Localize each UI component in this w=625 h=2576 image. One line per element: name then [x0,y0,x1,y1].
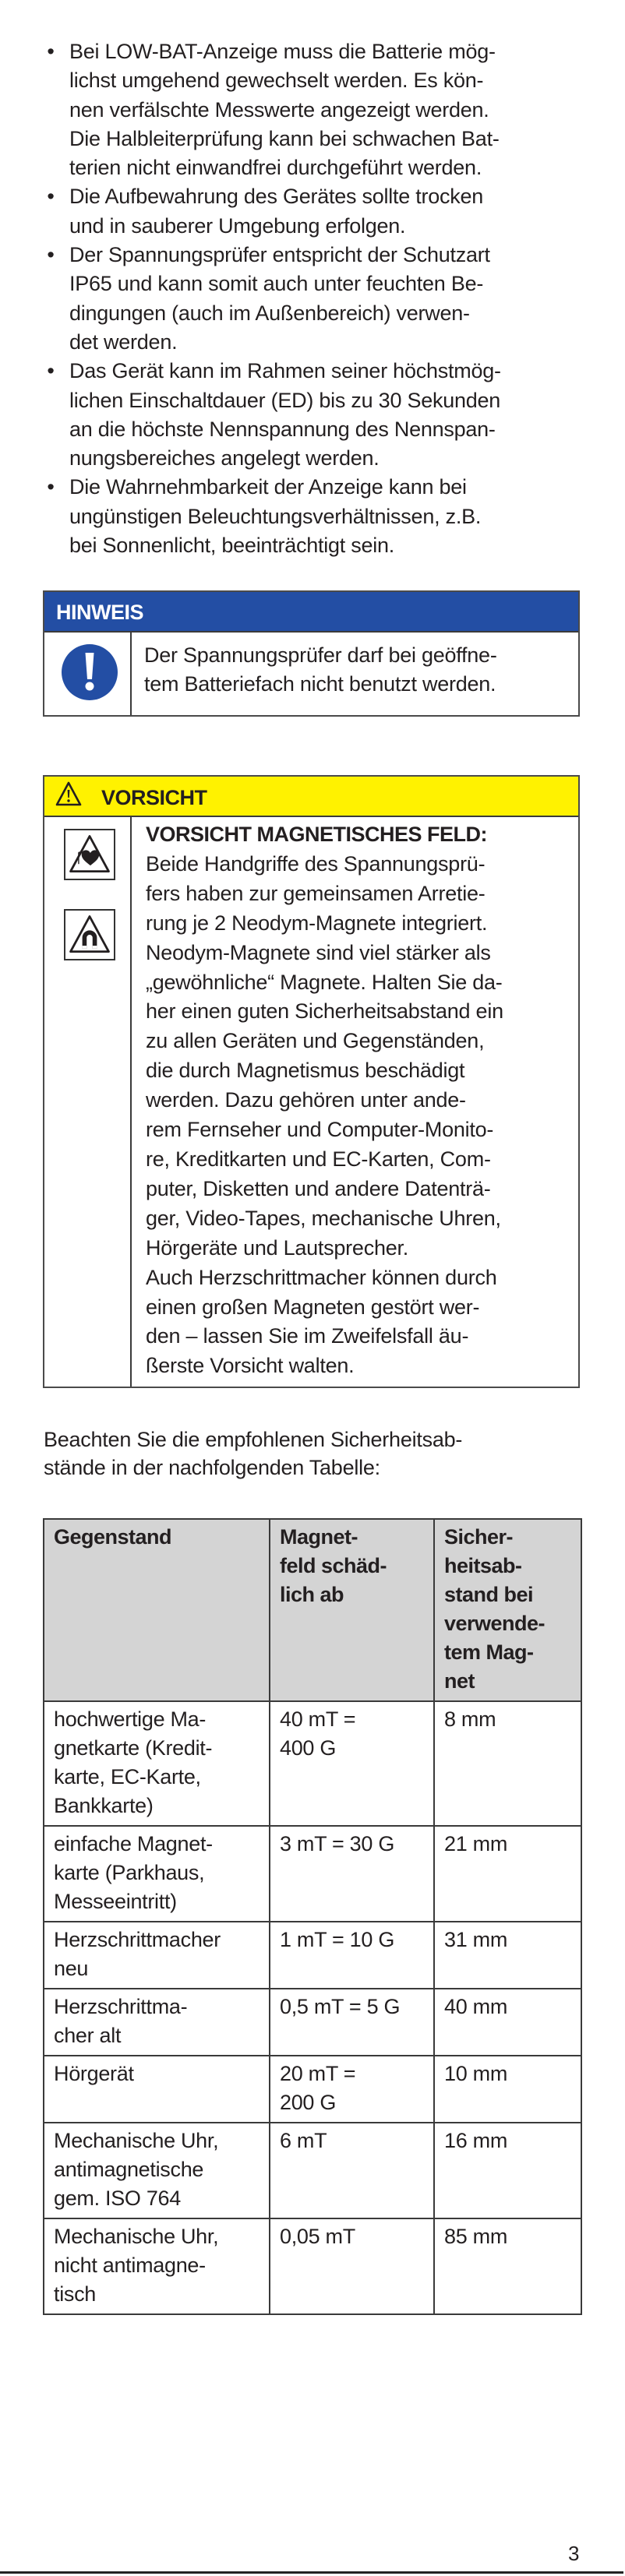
table-row [44,2056,581,2123]
text-line: 200 G [280,2091,337,2114]
text-line: ßerste Vorsicht walten. [146,1354,355,1378]
bullet-icon: • [47,185,55,209]
bullet-icon: • [47,40,55,63]
text-line: ungünstigen Beleuchtungsverhältnissen, z.B. [69,504,482,528]
text-line: Herzschrittmacher [54,1928,221,1951]
safety-distance-table [43,1518,582,2315]
text-line: verwende- [444,1612,546,1635]
text-line: Magnet- [280,1525,358,1549]
column-header-item [44,1519,270,1701]
text-line: Das Gerät kann im Rahmen seiner höchstmög- [69,359,501,383]
text-line: tem Batteriefach nicht benutzt werden. [144,672,496,696]
cell-distance [434,1989,581,2056]
column-divider [130,817,132,1387]
text-line: „gewöhnliche“ Magnete. Halten Sie da- [146,970,503,994]
magnet-warning-icon [64,909,115,960]
notice-header: HINWEIS [44,592,578,633]
text-line: terien nicht einwandfrei durchgeführt werden. [69,156,482,180]
text-line: nen verfälschte Messwerte angezeigt werden. [69,97,489,122]
table-row [44,1826,581,1922]
list-item [0,37,625,182]
text-line: 0,5 mT = 5 G [280,1995,401,2018]
text-line: Sicher- [444,1525,514,1549]
caution-header [44,777,578,817]
text-line: IP65 und kann somit auch unter feuchten Be- [69,272,484,296]
text-line: 3 mT = 30 G [280,1832,395,1855]
text-line: lichst umgehend gewechselt werden. Es kön- [69,69,484,93]
text-line: Die Wahrnehmbarkeit der Anzeige kann bei [69,475,467,499]
text-line: bei Sonnenlicht, beeinträchtigt sein. [69,534,395,558]
list-item [0,241,625,357]
table-row [44,2123,581,2218]
pacemaker-warning-icon [64,829,115,880]
text-line: zu allen Geräten und Gegenständen, [146,1029,485,1053]
page-number: 3 [568,2542,580,2565]
text-line: 85 mm [444,2225,508,2248]
text-line: neu [54,1957,89,1980]
cell-item [44,1826,270,1922]
text-line: cher alt [54,2024,122,2047]
text-line: ger, Video-Tapes, mechanische Uhren, [146,1206,501,1230]
table-row [44,1922,581,1989]
text-line: Herzschrittma- [54,1995,188,2018]
cell-field [270,2056,434,2123]
text-line: 40 mm [444,1995,508,2018]
text-line: 16 mm [444,2129,508,2152]
text-line: 400 G [280,1736,337,1760]
text-line: 6 mT [280,2129,327,2152]
text-line: stand bei [444,1583,534,1606]
bullet-list [0,37,625,560]
text-line: lichen Einschaltdauer (ED) bis zu 30 Sekunden [69,388,501,412]
cell-distance [434,2218,581,2314]
text-line: Mechanische Uhr, [54,2129,219,2152]
cell-field [270,1922,434,1989]
text-line: fers haben zur gemeinsamen Arretie- [146,881,486,905]
bullet-icon: • [47,359,55,383]
text-line: rung je 2 Neodym-Magnete integriert. [146,911,488,935]
table-row [44,2218,581,2314]
table-intro-text [44,1425,462,1482]
text-line: net [444,1669,475,1693]
text-line: nungsbereiches angelegt werden. [69,446,380,470]
text-line: Messeeintritt) [54,1890,177,1913]
column-divider [130,633,132,715]
text-line: Bei LOW-BAT-Anzeige muss die Batterie mög- [69,40,496,63]
cell-item [44,2056,270,2123]
text-line: Beide Handgriffe des Spannungsprü- [146,851,486,876]
text-line: tisch [54,2282,97,2306]
text-line: 1 mT = 10 G [280,1928,395,1951]
cell-distance [434,1826,581,1922]
bullet-icon: • [47,243,55,267]
text-line: Neodym-Magnete sind viel stärker als [146,940,491,964]
table-header-row [44,1519,581,1701]
text-line: Die Halbleiterprüfung kann bei schwachen Bat- [69,126,500,150]
cell-field [270,1701,434,1826]
text-line: werden. Dazu gehören unter ande- [146,1088,466,1112]
cell-field [270,2218,434,2314]
cell-distance [434,2056,581,2123]
text-line: her einen guten Sicherheitsabstand ein [146,999,503,1024]
text-line: stände in der nachfolgenden Tabelle: [44,1456,380,1479]
list-item [0,473,625,560]
text-line: Der Spannungsprüfer entspricht der Schutzart [69,243,490,267]
list-item [0,357,625,473]
column-header-distance [434,1519,581,1701]
cell-item [44,2123,270,2218]
caution-heading: VORSICHT MAGNETISCHES FELD: [146,823,488,846]
bullet-icon: • [47,475,55,499]
text-line: tem Mag- [444,1640,534,1664]
text-line: puter, Disketten und andere Datenträ- [146,1176,491,1200]
text-line: gnetkarte (Kredit- [54,1736,213,1760]
text-line: 0,05 mT [280,2225,355,2248]
cell-distance [434,1922,581,1989]
notice-box [43,590,580,717]
text-line: Hörgerät [54,2062,134,2085]
text-line: rem Fernseher und Computer-Monito- [146,1118,494,1142]
list-item [0,182,625,241]
text-line: hochwertige Ma- [54,1707,207,1731]
text-line: 31 mm [444,1928,508,1951]
cell-distance [434,2123,581,2218]
text-line: gem. ISO 764 [54,2187,181,2210]
cell-item [44,1701,270,1826]
text-line: Mechanische Uhr, [54,2225,219,2248]
text-line: 8 mm [444,1707,496,1731]
cell-item [44,1922,270,1989]
text-line: det werden. [69,329,178,354]
cell-field [270,2123,434,2218]
text-line: heitsab- [444,1554,522,1577]
text-line: den – lassen Sie im Zweifelsfall äu- [146,1324,469,1348]
exclamation-circle-icon [61,643,118,701]
text-line: Gegenstand [54,1525,172,1549]
text-line: die durch Magnetismus beschädigt [146,1059,465,1083]
cell-field [270,1989,434,2056]
text-line: Bankkarte) [54,1794,154,1817]
text-line: 40 mT = [280,1707,356,1731]
text-line: und in sauberer Umgebung erfolgen. [69,213,406,238]
text-line: lich ab [280,1583,344,1606]
warning-triangle-icon [55,781,82,806]
table-row [44,1989,581,2056]
text-line: einen großen Magneten gestört wer- [146,1295,480,1319]
caution-title: VORSICHT [101,786,207,809]
table-row [44,1701,581,1826]
text-line: Hörgeräte und Lautsprecher. [146,1235,408,1260]
column-header-field [270,1519,434,1701]
text-line: karte (Parkhaus, [54,1861,205,1884]
text-line: an die höchste Nennspannung des Nennspan- [69,417,496,441]
text-line: re, Kreditkarten und EC-Karten, Com- [146,1147,491,1171]
text-line: feld schäd- [280,1554,387,1577]
text-line: dingungen (auch im Außenbereich) verwen- [69,301,470,325]
caution-body [146,850,503,1381]
cell-distance [434,1701,581,1826]
text-line: einfache Magnet- [54,1832,213,1855]
text-line: nicht antimagne- [54,2254,206,2277]
caution-box [43,775,580,1388]
caution-text [146,820,503,1381]
text-line: antimagnetische [54,2158,204,2181]
cell-field [270,1826,434,1922]
text-line: 21 mm [444,1832,508,1855]
text-line: 20 mT = [280,2062,356,2085]
cell-item [44,1989,270,2056]
text-line: Der Spannungsprüfer darf bei geöffne- [144,643,497,667]
notice-text [144,641,497,699]
cell-item [44,2218,270,2314]
text-line: Auch Herzschrittmacher können durch [146,1265,497,1289]
text-line: 10 mm [444,2062,508,2085]
footer-rule [0,2571,623,2574]
text-line: Beachten Sie die empfohlenen Sicherheitsab- [44,1428,463,1451]
text-line: karte, EC-Karte, [54,1765,201,1788]
text-line: Die Aufbewahrung des Gerätes sollte trocken [69,185,484,209]
